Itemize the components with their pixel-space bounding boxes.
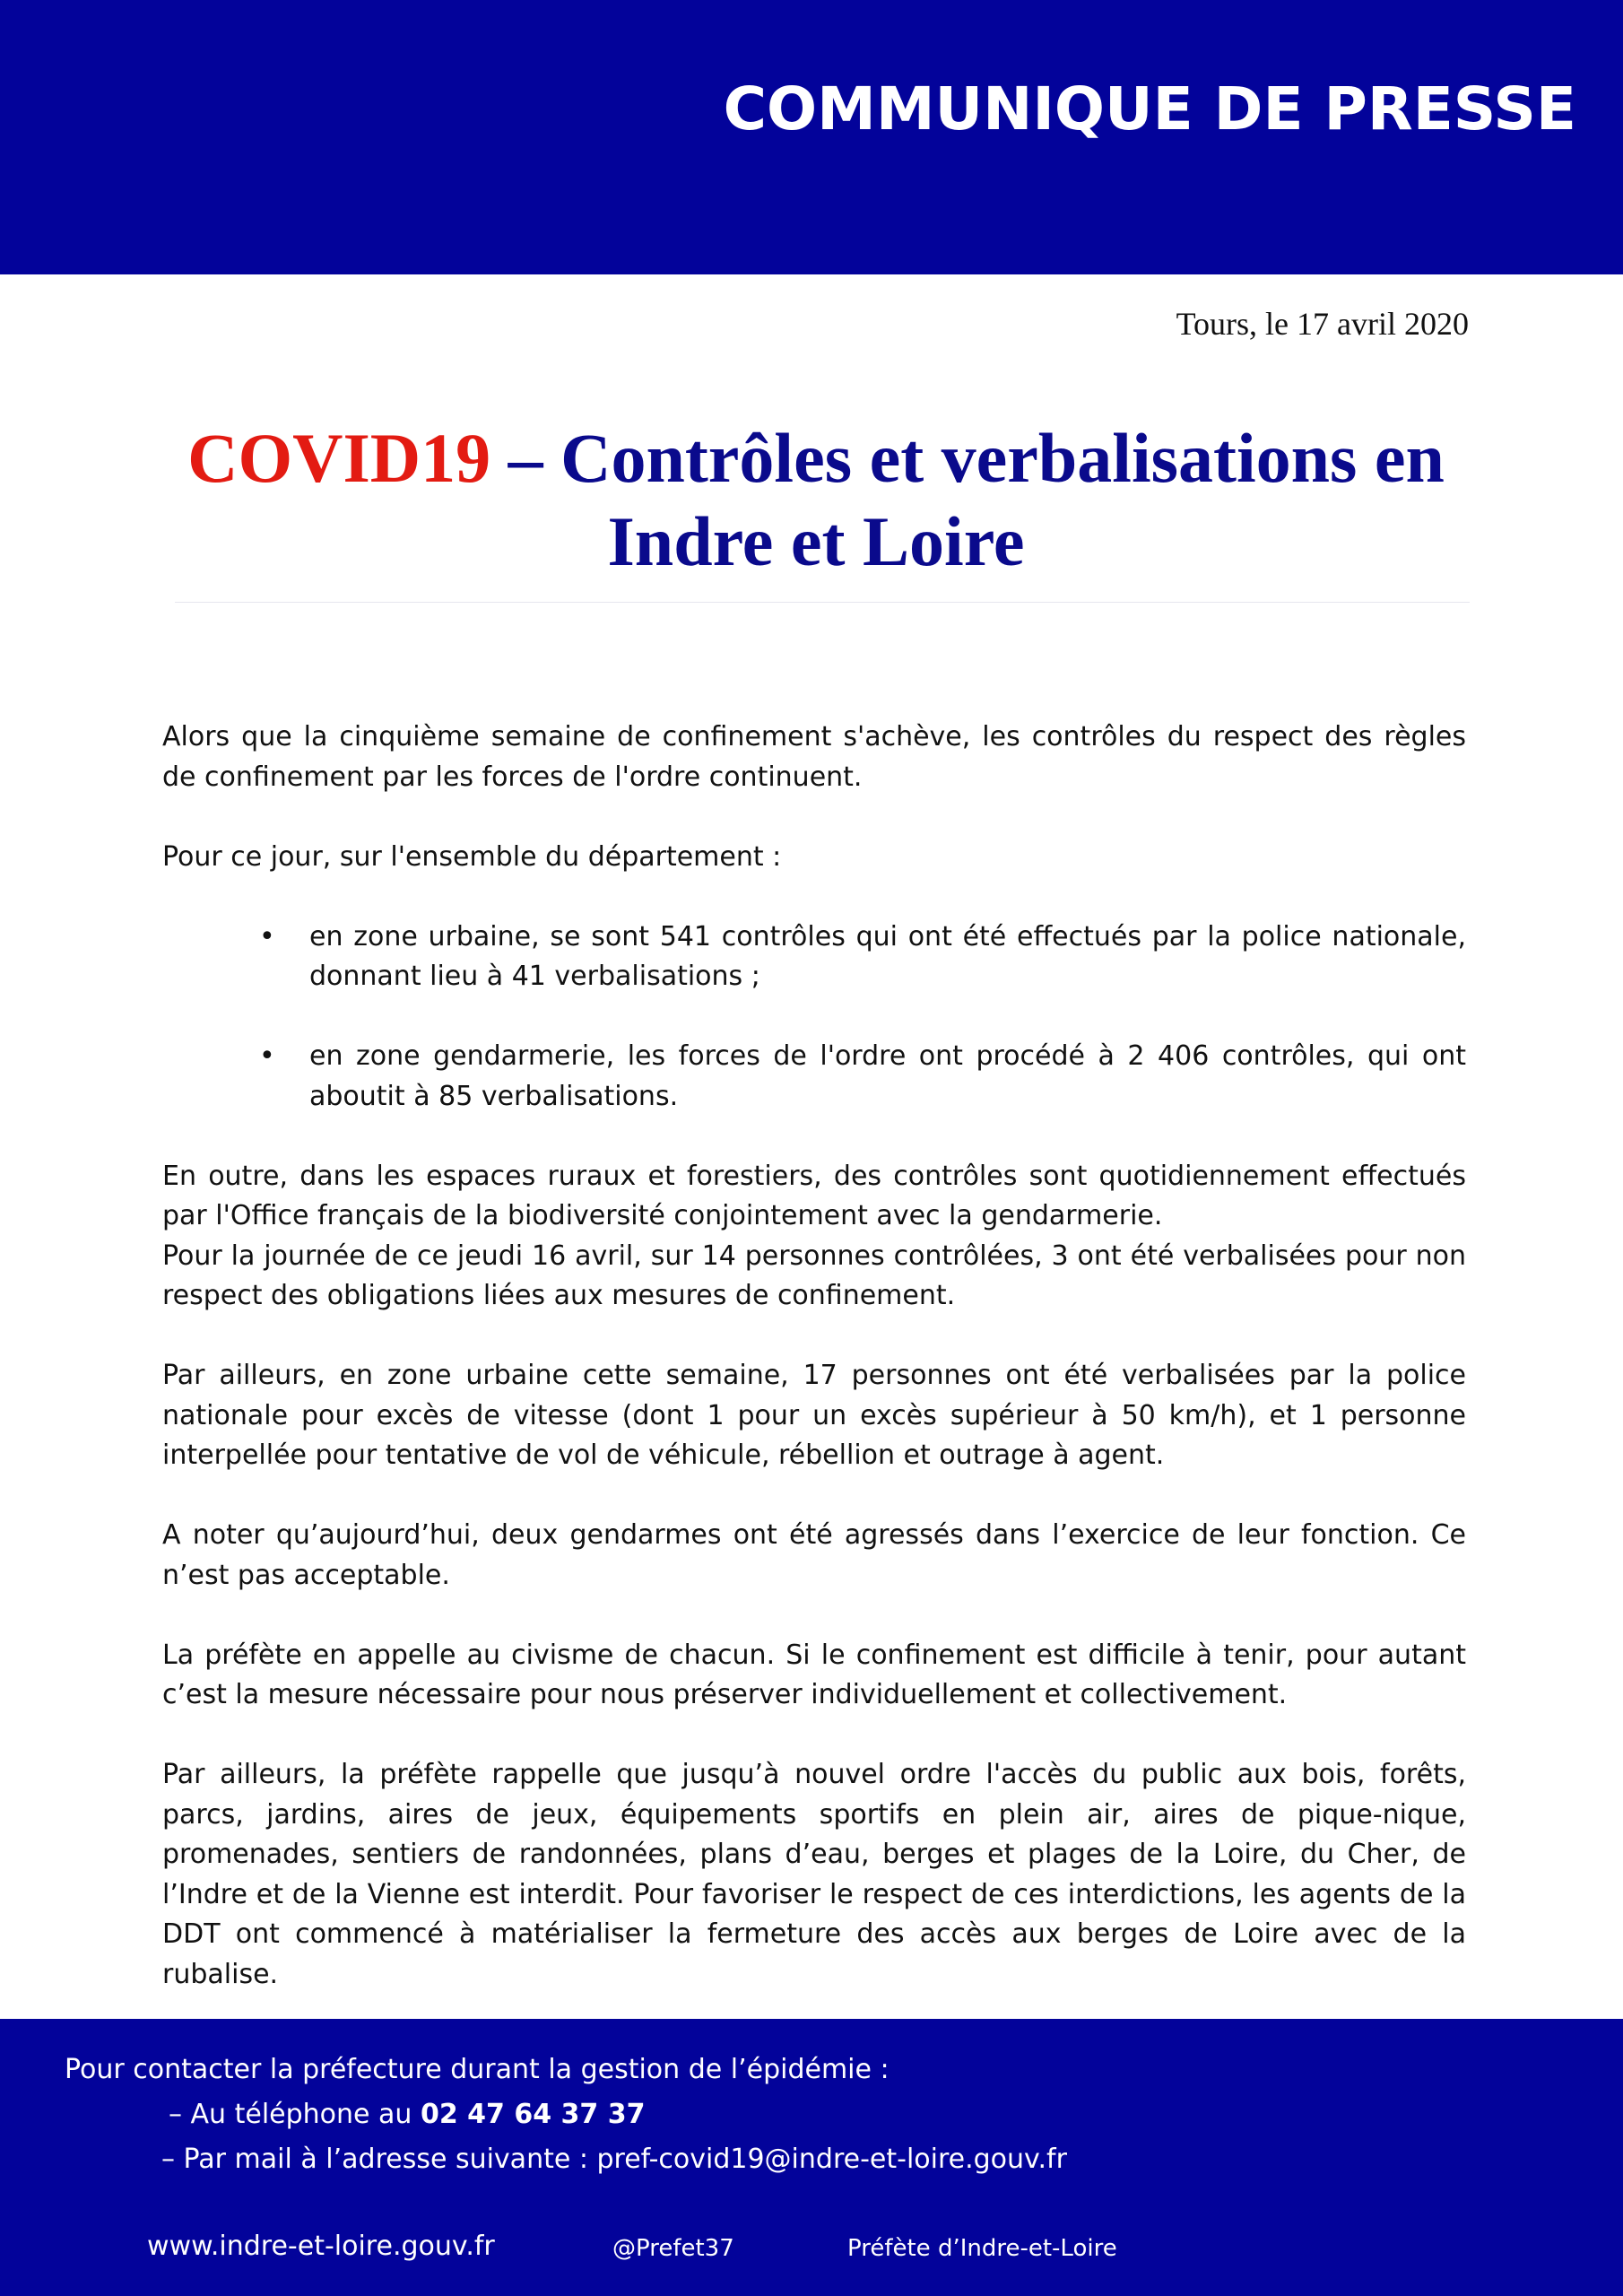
header-band xyxy=(0,0,1623,274)
title-highlight: COVID19 xyxy=(187,419,491,497)
civism-paragraph: La préfète en appelle au civisme de chacun. Si le confinement est difficile à tenir, pour autant c’est la mesure nécessaire pour nous préserver individuellement et collectivement. xyxy=(162,1639,1466,1710)
facebook-page-link[interactable]: Préfète d’Indre-et-Loire xyxy=(847,2235,1117,2262)
phone-number-link[interactable]: 02 47 64 37 37 xyxy=(420,2099,646,2130)
list-item-text: en zone urbaine, se sont 541 contrôles qui ont été effectués par la police nationale, donnant lieu à 41 verbalisations ; xyxy=(309,920,1466,992)
intro-paragraph: Alors que la cinquième semaine de confinement s'achève, les contrôles du respect des règles de confinement par les forces de l'ordre continuent. xyxy=(162,721,1466,793)
list-item xyxy=(162,918,1466,997)
press-release-body xyxy=(162,718,1466,2035)
footer-intro: Pour contacter la préfecture durant la gestion de l’épidémie : xyxy=(65,2054,890,2085)
footer-mail-line[interactable]: – Par mail à l’adresse suivante : pref-covid19@indre-et-loire.gouv.fr xyxy=(161,2144,1067,2175)
speeding-paragraph: Par ailleurs, en zone urbaine cette semaine, 17 personnes ont été verbalisées par la police nationale pour excès de vitesse (dont 1 pour un excès supérieur à 50 km/h), et 1 personne interpellée pour tentative de vol de véhicule, rébellion et outrage à agent. xyxy=(162,1360,1466,1471)
header-title: COMMUNIQUE DE PRESSE xyxy=(723,74,1576,144)
title-line-1: – Contrôles et verbalisations en xyxy=(490,419,1445,497)
website-link[interactable]: www.indre-et-loire.gouv.fr xyxy=(147,2231,495,2262)
list-item xyxy=(162,1037,1466,1117)
title-line-2: Indre et Loire xyxy=(607,502,1025,580)
twitter-handle-link[interactable]: @Prefet37 xyxy=(612,2235,734,2262)
dateline: Tours, le 17 avril 2020 xyxy=(1176,306,1469,342)
control-stats-list xyxy=(162,918,1466,1118)
footer-phone-label: – Au téléphone au xyxy=(169,2099,421,2130)
page-title xyxy=(175,416,1457,583)
lead-paragraph: Pour ce jour, sur l'ensemble du département : xyxy=(162,840,782,873)
list-item-text: en zone gendarmerie, les forces de l'ordre ont procédé à 2 406 contrôles, qui ont aboutit à 85 verbalisations. xyxy=(309,1040,1466,1112)
title-divider xyxy=(175,602,1470,603)
bullet-icon: • xyxy=(259,920,275,952)
rural-paragraph-2: Pour la journée de ce jeudi 16 avril, sur 14 personnes contrôlées, 3 ont été verbalisées pour non respect des obligations liées aux mesures de confinement. xyxy=(162,1239,1466,1311)
access-paragraph: Par ailleurs, la préfète rappelle que jusqu’à nouvel ordre l'accès du public aux bois, forêts, parcs, jardins, aires de jeux, équipements sportifs en plein air, aires de pique-nique, promenades, sentiers de randonnées, plans d’eau, berges et plages de la Loire, du Cher, de l’Indre et de la Vienne est interdit. Pour favoriser le respect de ces interdictions, les agents de la DDT ont commencé à matérialiser la fermeture des accès aux berges de Loire avec de la rubalise. xyxy=(162,1759,1466,1990)
rural-paragraph-1: En outre, dans les espaces ruraux et forestiers, des contrôles sont quotidiennement effectués par l'Office français de la biodiversité conjointement avec la gendarmerie. xyxy=(162,1160,1466,1231)
contact-footer xyxy=(0,2019,1623,2296)
footer-phone-line xyxy=(169,2094,646,2135)
bullet-icon: • xyxy=(259,1040,275,1072)
gendarmes-paragraph: A noter qu’aujourd’hui, deux gendarmes ont été agressés dans l’exercice de leur fonction. Ce n’est pas acceptable. xyxy=(162,1519,1466,1591)
